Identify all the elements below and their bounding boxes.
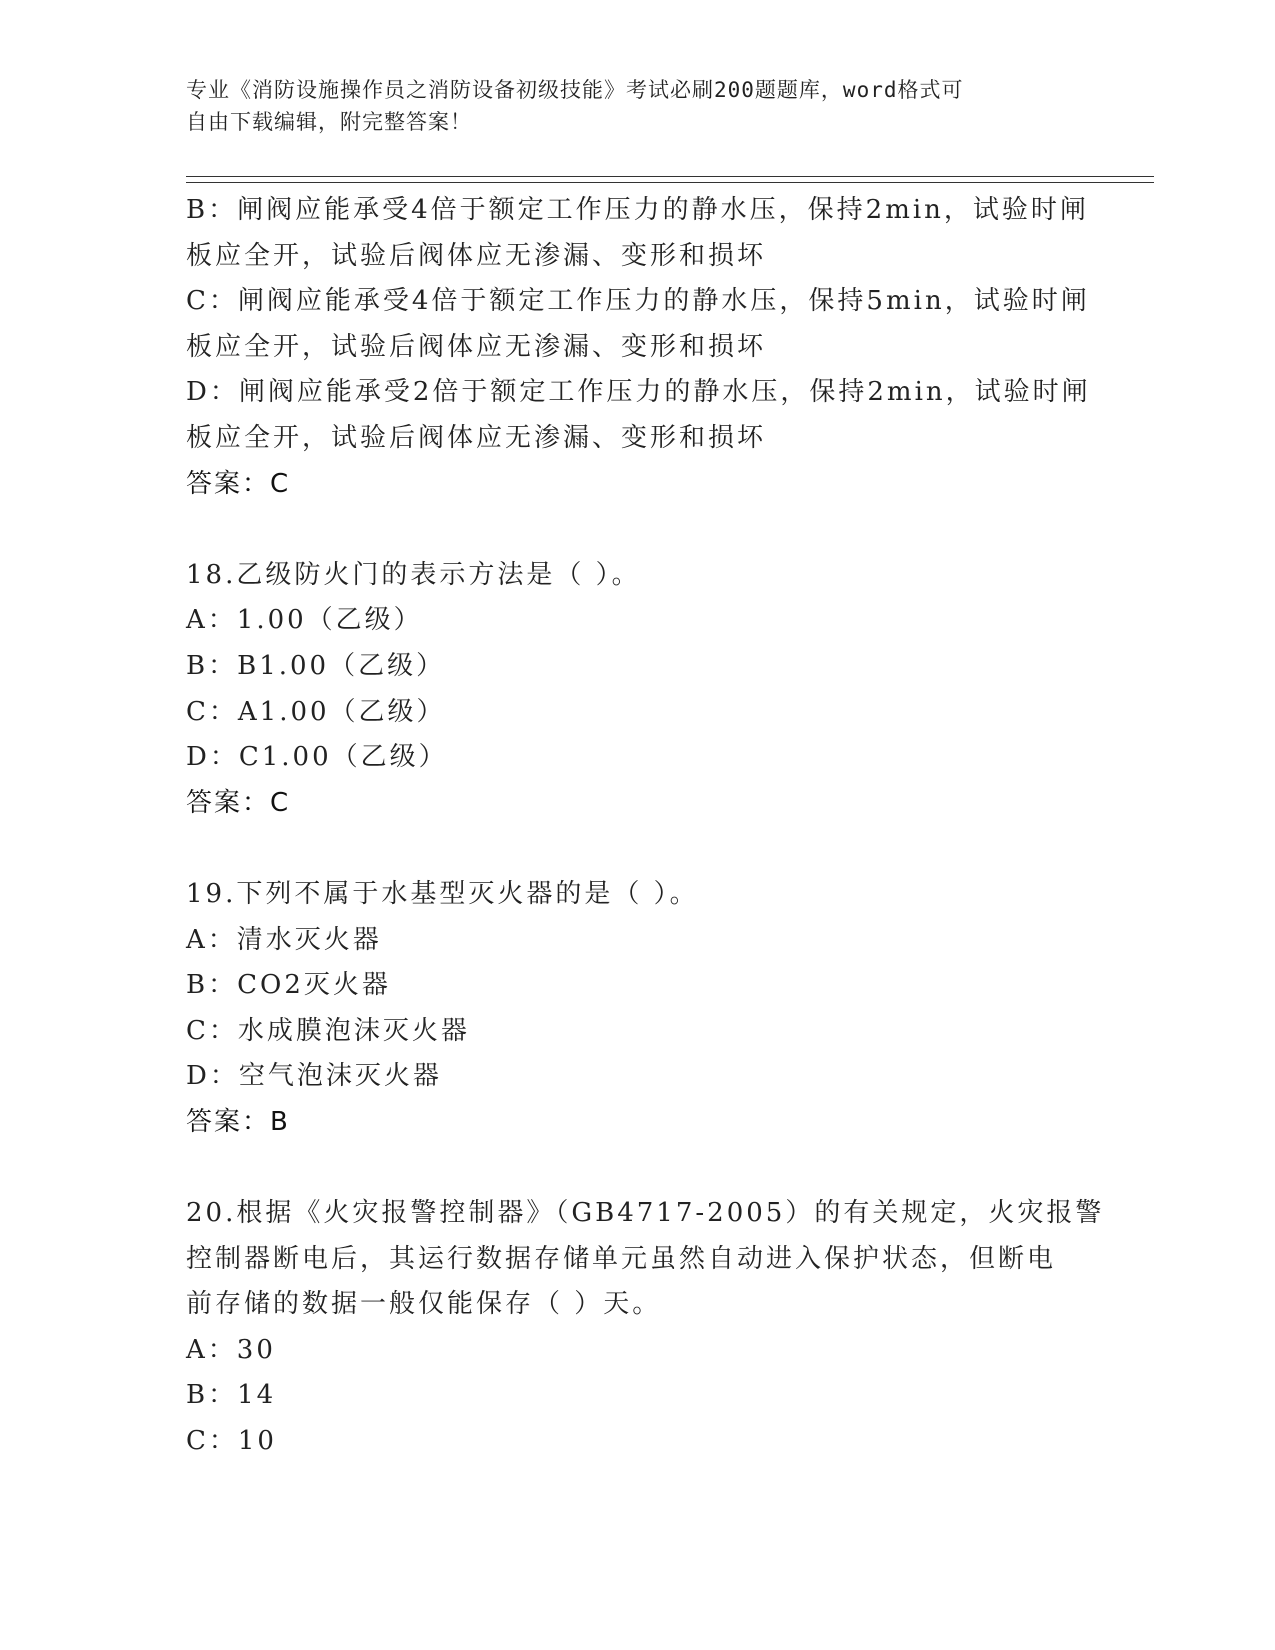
document-header: [186, 74, 1076, 138]
q18-question: 18.乙级防火门的表示方法是（ ）。: [186, 559, 641, 590]
q19-option-b: B：CO2灭火器: [186, 970, 391, 1001]
q18-answer: 答案：C: [186, 787, 291, 818]
q17-option-d-line-1: D：闸阀应能承受2倍于额定工作压力的静水压，保持2min，试验时闸: [186, 377, 1091, 408]
q18-option-d: D：C1.00（乙级）: [186, 742, 448, 773]
q20-question-line-1: 20.根据《火灾报警控制器》（GB4717-2005）的有关规定，火灾报警: [186, 1198, 1105, 1229]
q19-answer: 答案：B: [186, 1106, 290, 1137]
spacer: [186, 826, 1086, 872]
q17-option-c-line-2: 板应全开，试验后阀体应无渗漏、变形和损坏: [186, 331, 767, 362]
q19-option-d: D：空气泡沫灭火器: [186, 1061, 442, 1092]
q18-option-c: C：A1.00（乙级）: [186, 696, 446, 727]
question-17: [186, 188, 1091, 507]
spacer: [186, 507, 1086, 553]
q19-question: 19.下列不属于水基型灭火器的是（ ）。: [186, 878, 699, 909]
q20-question-line-2: 控制器断电后，其运行数据存储单元虽然自动进入保护状态，但断电: [186, 1243, 1057, 1274]
question-20: [186, 1191, 1105, 1465]
header-title-line-1: 专业《消防设施操作员之消防设备初级技能》考试必刷200题题库，word格式可: [186, 78, 964, 102]
header-divider-top: [186, 176, 1154, 177]
question-19: [186, 872, 1086, 1146]
q18-option-a: A：1.00（乙级）: [186, 605, 423, 636]
q19-option-a: A：清水灭火器: [186, 924, 382, 955]
q20-question-line-3: 前存储的数据一般仅能保存（ ）天。: [186, 1289, 662, 1320]
q17-answer: 答案：C: [186, 468, 291, 499]
question-list: [186, 188, 1105, 1465]
spacer: [186, 1145, 1086, 1191]
q18-option-b: B：B1.00（乙级）: [186, 650, 446, 681]
q20-option-c: C：10: [186, 1426, 277, 1457]
q20-option-b: B：14: [186, 1380, 277, 1411]
q17-option-c-line-1: C：闸阀应能承受4倍于额定工作压力的静水压，保持5min，试验时闸: [186, 286, 1090, 317]
q17-option-b-line-1: B：闸阀应能承受4倍于额定工作压力的静水压，保持2min，试验时闸: [186, 195, 1089, 225]
q17-option-d-line-2: 板应全开，试验后阀体应无渗漏、变形和损坏: [186, 422, 767, 453]
q20-option-a: A：30: [186, 1334, 276, 1365]
question-18: [186, 553, 1086, 827]
q19-option-c: C：水成膜泡沫灭火器: [186, 1015, 470, 1046]
header-title-line-2: 自由下载编辑，附完整答案！: [186, 110, 472, 134]
q17-option-b-line-2: 板应全开，试验后阀体应无渗漏、变形和损坏: [186, 240, 767, 271]
header-divider-bottom: [186, 182, 1154, 183]
